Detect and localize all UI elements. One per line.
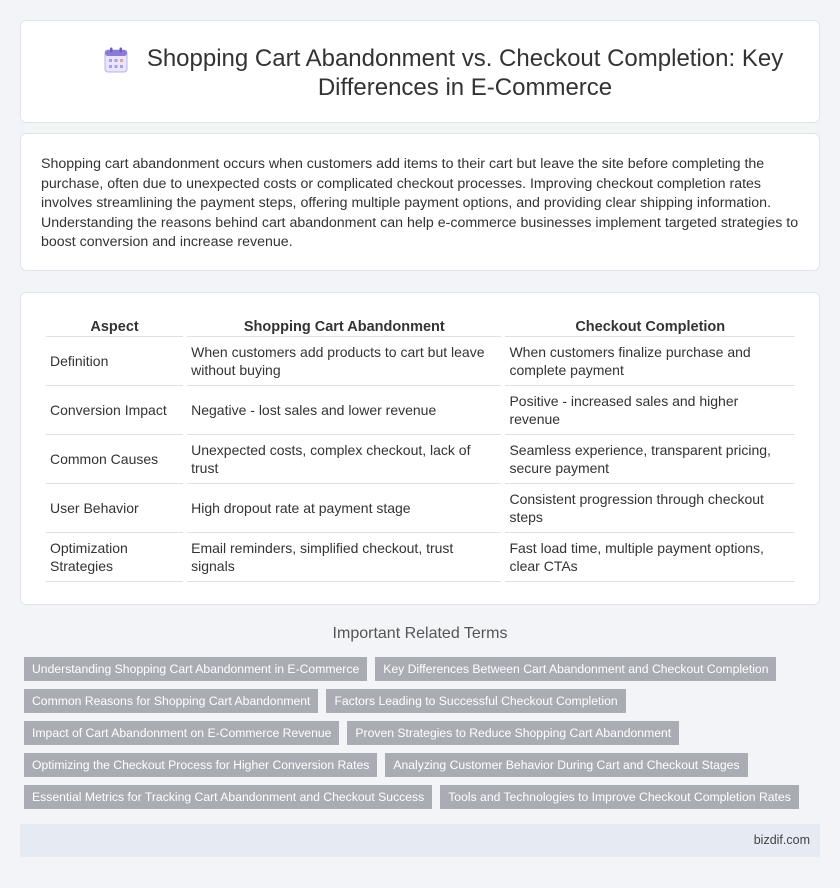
cell-abandonment: Unexpected costs, complex checkout, lack of trust: [187, 435, 501, 484]
comparison-table: [42, 317, 799, 582]
header-checkout-completion: Checkout Completion: [505, 317, 795, 337]
related-term-tag[interactable]: Optimizing the Checkout Process for Higher Conversion Rates: [24, 753, 377, 777]
header-cart-abandonment: Shopping Cart Abandonment: [187, 317, 501, 337]
footer-site-name[interactable]: bizdif.com: [753, 833, 810, 847]
table-row: [46, 435, 795, 484]
cell-abandonment: When customers add products to cart but leave without buying: [187, 337, 501, 386]
related-term-tag[interactable]: Understanding Shopping Cart Abandonment in E-Commerce: [24, 657, 367, 681]
cell-completion: Positive - increased sales and higher revenue: [505, 386, 795, 435]
comparison-table-card: [20, 292, 820, 605]
cell-completion: Fast load time, multiple payment options, clear CTAs: [505, 533, 795, 582]
cell-abandonment: Email reminders, simplified checkout, trust signals: [187, 533, 501, 582]
related-term-tag[interactable]: Key Differences Between Cart Abandonment and Checkout Completion: [375, 657, 776, 681]
related-term-tag[interactable]: Tools and Technologies to Improve Checkout Completion Rates: [440, 785, 799, 809]
cell-completion: Consistent progression through checkout steps: [505, 484, 795, 533]
cell-abandonment: High dropout rate at payment stage: [187, 484, 501, 533]
cell-completion: When customers finalize purchase and complete payment: [505, 337, 795, 386]
related-term-tag[interactable]: Analyzing Customer Behavior During Cart and Checkout Stages: [385, 753, 747, 777]
cell-aspect: Optimization Strategies: [46, 533, 183, 582]
cell-aspect: Common Causes: [46, 435, 183, 484]
table-row: [46, 337, 795, 386]
intro-card: [20, 133, 820, 271]
related-term-tag[interactable]: Essential Metrics for Tracking Cart Abandonment and Checkout Success: [24, 785, 432, 809]
cell-completion: Seamless experience, transparent pricing, secure payment: [505, 435, 795, 484]
cell-aspect: Conversion Impact: [46, 386, 183, 435]
title-card: [20, 20, 820, 123]
related-term-tag[interactable]: Factors Leading to Successful Checkout Completion: [326, 689, 625, 713]
related-terms-list: [24, 657, 814, 809]
table-row: [46, 484, 795, 533]
header-aspect: Aspect: [46, 317, 183, 337]
related-term-tag[interactable]: Impact of Cart Abandonment on E-Commerce Revenue: [24, 721, 339, 745]
table-header-row: [46, 317, 795, 337]
table-row: [46, 533, 795, 582]
related-term-tag[interactable]: Common Reasons for Shopping Cart Abandonment: [24, 689, 318, 713]
table-row: [46, 386, 795, 435]
related-term-tag[interactable]: Proven Strategies to Reduce Shopping Cart Abandonment: [347, 721, 679, 745]
intro-paragraph: Shopping cart abandonment occurs when customers add items to their cart but leave the site before completing the purchase, often due to unexpected costs or complicated checkout processes. Improving checkout completion rates involves streamlining the payment steps, offering multiple payment options, and providing clear shipping information. Understanding the reasons behind cart abandonment can help e-commerce businesses implement targeted strategies to boost conversion and increase revenue.: [41, 156, 799, 250]
related-terms-heading: Important Related Terms: [332, 625, 508, 642]
cell-abandonment: Negative - lost sales and lower revenue: [187, 386, 501, 435]
cell-aspect: Definition: [46, 337, 183, 386]
footer: [20, 824, 820, 857]
page-title: Shopping Cart Abandonment vs. Checkout Completion: Key Differences in E-Commerce: [146, 45, 784, 101]
calendar-icon: [104, 47, 128, 73]
cell-aspect: User Behavior: [46, 484, 183, 533]
